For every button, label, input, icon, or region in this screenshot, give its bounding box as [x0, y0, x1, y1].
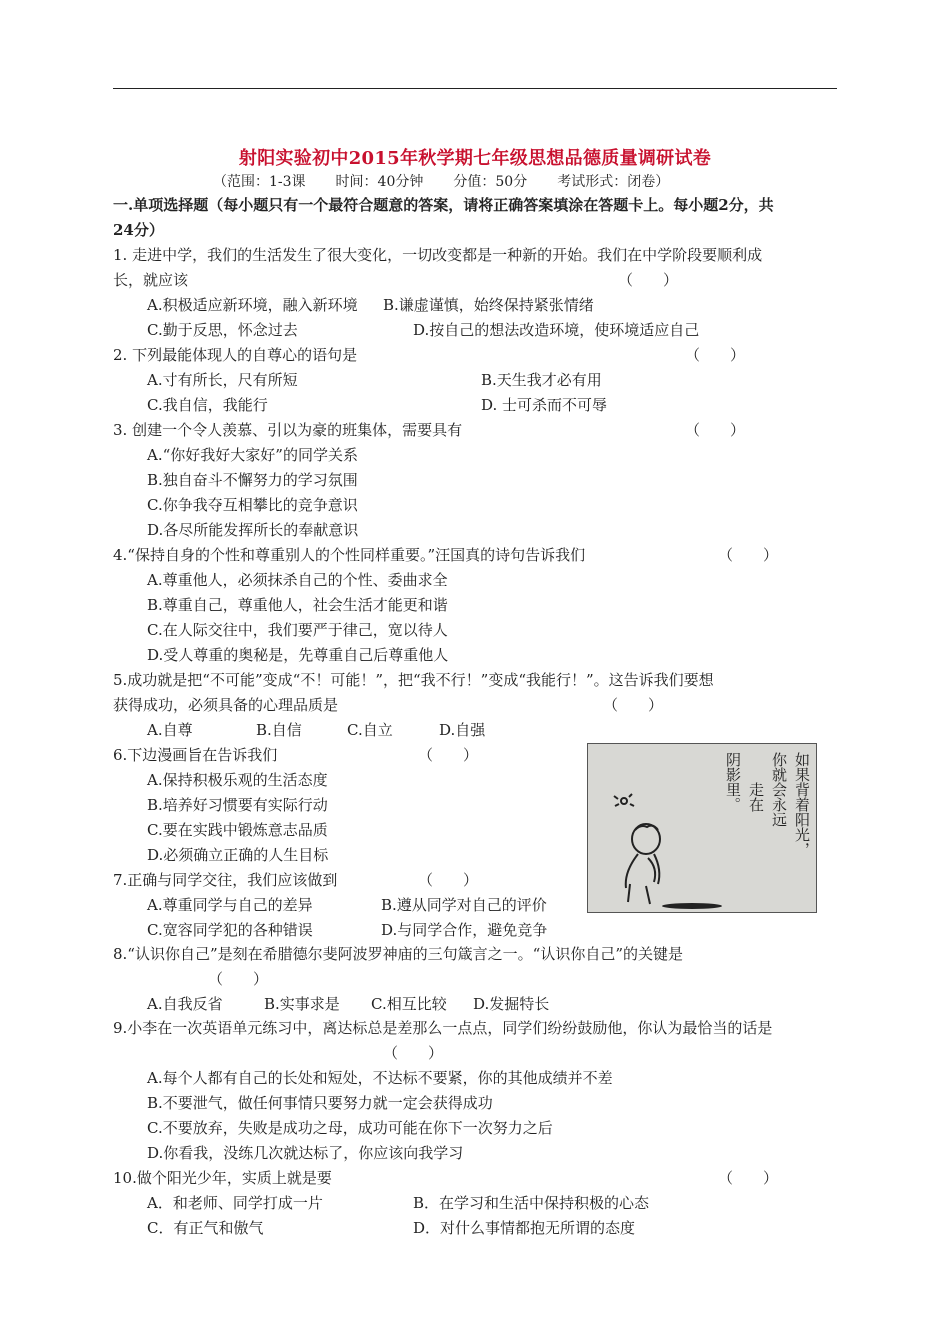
q6-option-c: C.要在实践中锻炼意志品质	[147, 821, 328, 839]
question-6-stem: 6.下边漫画旨在告诉我们	[113, 746, 278, 764]
q8-option-c: C.相互比较	[371, 995, 447, 1013]
question-4-stem: 4.“保持自身的个性和尊重别人的个性同样重要。”汪国真的诗句告诉我们	[113, 546, 586, 564]
q4-option-b: B.尊重自己，尊重他人，社会生活才能更和谐	[147, 596, 448, 614]
exam-scope: （范围：1-3课	[213, 174, 306, 190]
q1-option-d: D.按自己的想法改造环境，使环境适应自己	[413, 321, 700, 339]
question-5-stem-cont: 获得成功，必须具备的心理品质是	[113, 696, 339, 714]
q5-option-c: C.自立	[347, 721, 393, 739]
q10-option-b: B．在学习和生活中保持积极的心态	[413, 1194, 650, 1212]
answer-paren-6: （ ）	[418, 746, 479, 764]
answer-paren-8: （ ）	[208, 970, 269, 988]
question-7-stem: 7.正确与同学交往，我们应该做到	[113, 871, 338, 889]
q6-option-d: D.必须确立正确的人生目标	[147, 846, 329, 864]
q1-option-b: B.谦虚谨慎，始终保持紧张情绪	[383, 296, 594, 314]
q3-option-d: D.各尽所能发挥所长的奉献意识	[147, 521, 359, 539]
section-heading: 一.单项选择题（每小题只有一个最符合题意的答案，请将正确答案填涂在答题卡上。每小题2分，共	[113, 196, 774, 214]
q2-option-b: B.天生我才必有用	[481, 371, 602, 389]
q1-option-c: C.勤于反思，怀念过去	[147, 321, 298, 339]
caption-col-1: 如果背着阳光，	[793, 752, 811, 857]
q10-option-d: D．对什么事情都抱无所谓的态度	[413, 1219, 636, 1237]
answer-paren-3: （ ）	[685, 421, 746, 439]
cartoon-caption	[724, 752, 810, 892]
q8-option-b: B.实事求是	[264, 995, 340, 1013]
q3-option-a: A.“你好我好大家好”的同学关系	[147, 446, 358, 464]
q5-option-a: A.自尊	[147, 721, 193, 739]
answer-paren-2: （ ）	[685, 346, 746, 364]
q8-option-a: A.自我反省	[147, 995, 223, 1013]
caption-col-4: 阴影里。	[724, 752, 742, 812]
answer-paren-4: （ ）	[718, 546, 779, 564]
q2-option-a: A.寸有所长，尺有所短	[147, 371, 298, 389]
q4-option-a: A.尊重他人，必须抹杀自己的个性、委曲求全	[147, 571, 448, 589]
question-8-stem: 8.“认识你自己”是刻在希腊德尔斐阿波罗神庙的三句箴言之一。“认识你自己”的关键是	[113, 945, 683, 963]
answer-paren-10: （ ）	[718, 1169, 779, 1187]
exam-score: 分值：50分	[453, 174, 528, 190]
q7-option-b: B.遵从同学对自己的评价	[381, 896, 547, 914]
q9-option-b: B.不要泄气，做任何事情只要努力就一定会获得成功	[147, 1094, 493, 1112]
q1-option-a: A.积极适应新环境，融入新环境	[147, 296, 358, 314]
exam-time: 时间：40分钟	[335, 174, 424, 190]
caption-col-3: 走在	[747, 782, 765, 812]
question-9-stem: 9.小李在一次英语单元练习中，离达标总是差那么一点点，同学们纷纷鼓励他，你认为最恰当的话是	[113, 1019, 773, 1037]
q4-option-c: C.在人际交往中，我们要严于律己，宽以待人	[147, 621, 448, 639]
question-5-stem: 5.成功就是把“不可能”变成“不！可能！”，把“我不行！”变成“我能行！”。这告诉我们要想	[113, 671, 714, 689]
answer-paren-1: （ ）	[618, 271, 679, 289]
answer-paren-9: （ ）	[383, 1044, 444, 1062]
question-1-stem: 1. 走进中学，我们的生活发生了很大变化，一切改变都是一种新的开始。我们在中学阶段要顺利成	[113, 246, 763, 264]
header-rule	[113, 88, 837, 89]
q2-option-c: C.我自信，我能行	[147, 396, 268, 414]
q3-option-b: B.独自奋斗不懈努力的学习氛围	[147, 471, 358, 489]
q6-option-b: B.培养好习惯要有实际行动	[147, 796, 328, 814]
q10-option-c: C．有正气和傲气	[147, 1219, 264, 1237]
section-heading-cont: 24分）	[113, 221, 164, 239]
q7-option-d: D.与同学合作，避免竞争	[381, 921, 548, 939]
caption-col-2: 你就会永远	[770, 752, 788, 827]
q10-option-a: A．和老师、同学打成一片	[147, 1194, 323, 1212]
cartoon-image	[587, 743, 817, 913]
answer-paren-5: （ ）	[603, 696, 664, 714]
page-title: 射阳实验初中2015年秋学期七年级思想品德质量调研试卷	[238, 148, 712, 169]
exam-form: 考试形式：闭卷）	[557, 174, 670, 190]
q3-option-c: C.你争我夺互相攀比的竞争意识	[147, 496, 358, 514]
q9-option-a: A.每个人都有自己的长处和短处，不达标不要紧，你的其他成绩并不差	[147, 1069, 613, 1087]
q7-option-c: C.宽容同学犯的各种错误	[147, 921, 313, 939]
q9-option-d: D.你看我，没练几次就达标了，你应该向我学习	[147, 1144, 464, 1162]
question-2-stem: 2. 下列最能体现人的自尊心的语句是	[113, 346, 358, 364]
answer-paren-7: （ ）	[418, 871, 479, 889]
q9-option-c: C.不要放弃，失败是成功之母，成功可能在你下一次努力之后	[147, 1119, 553, 1137]
question-1-stem-cont: 长，就应该	[113, 271, 189, 289]
q7-option-a: A.尊重同学与自己的差异	[147, 896, 313, 914]
question-3-stem: 3. 创建一个令人羡慕、引以为豪的班集体，需要具有	[113, 421, 463, 439]
q6-option-a: A.保持积极乐观的生活态度	[147, 771, 328, 789]
q5-option-d: D.自强	[439, 721, 486, 739]
question-10-stem: 10.做个阳光少年，实质上就是要	[113, 1169, 332, 1187]
q8-option-d: D.发掘特长	[473, 995, 550, 1013]
exam-info	[213, 172, 699, 192]
q2-option-d: D. 士可杀而不可辱	[481, 396, 608, 414]
q5-option-b: B.自信	[256, 721, 302, 739]
q4-option-d: D.受人尊重的奥秘是，先尊重自己后尊重他人	[147, 646, 449, 664]
